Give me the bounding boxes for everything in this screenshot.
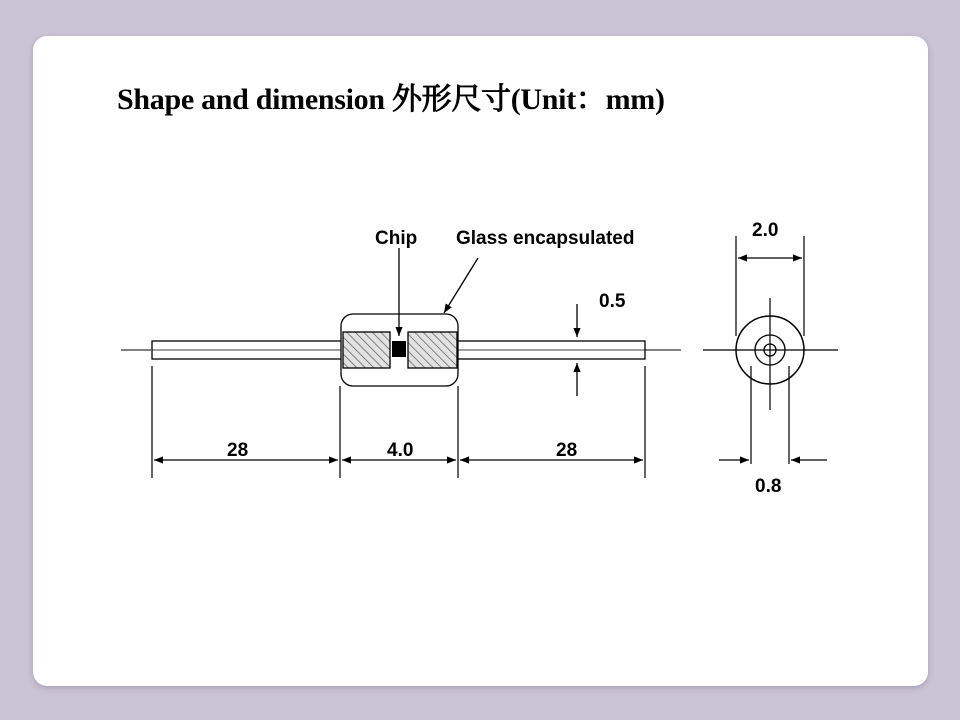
side-view xyxy=(121,228,681,478)
body-diameter-label: 2.0 xyxy=(752,220,779,241)
chip-label: Chip xyxy=(375,228,418,249)
glass-label: Glass encapsulated xyxy=(456,228,635,249)
chip xyxy=(392,341,406,357)
slide xyxy=(33,36,928,686)
page-title: Shape and dimension 外形尺寸(Unit：mm) xyxy=(117,83,665,116)
electrode-right xyxy=(408,332,457,368)
side-lead-diameter-label: 0.8 xyxy=(755,476,782,497)
body-length-label: 4.0 xyxy=(387,440,414,461)
glass-leader xyxy=(444,258,478,313)
end-view xyxy=(703,220,838,497)
electrode-left xyxy=(343,332,390,368)
lead-length-right-label: 28 xyxy=(556,440,578,461)
lead-diameter-label: 0.5 xyxy=(599,291,626,312)
lead-length-left-label: 28 xyxy=(227,440,249,461)
dimension-drawing xyxy=(33,36,928,686)
